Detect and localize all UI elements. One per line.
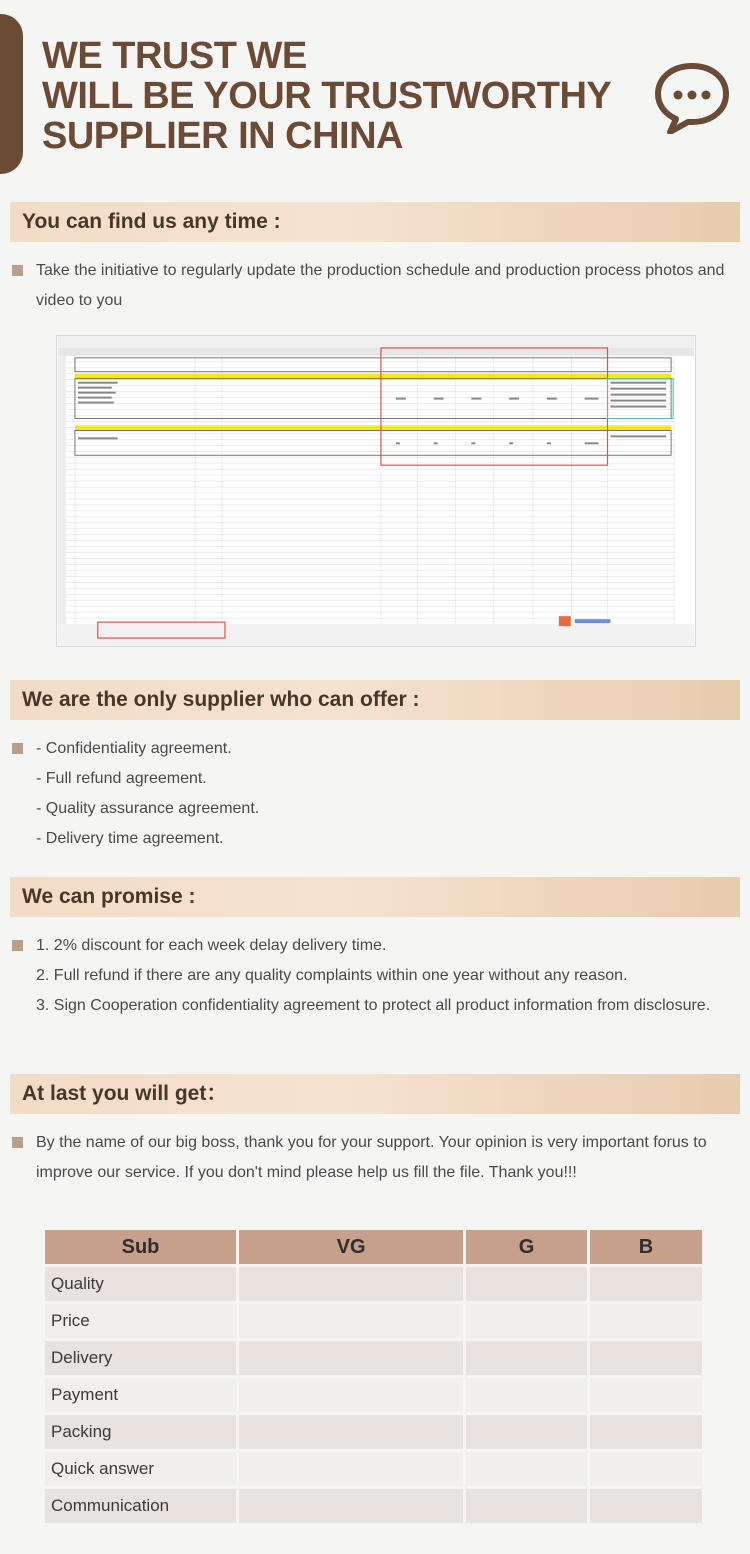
table-row [45, 1267, 702, 1301]
rating-cell-g[interactable] [466, 1415, 587, 1449]
rating-cell-vg[interactable] [239, 1415, 463, 1449]
rating-cell-g[interactable] [466, 1267, 587, 1301]
page-title [42, 36, 642, 156]
table-header-row [45, 1230, 702, 1264]
rating-cell-g[interactable] [466, 1452, 587, 1486]
section-header-find-us [10, 202, 740, 242]
row-label: Packing [45, 1415, 236, 1449]
section-line: 3. Sign Cooperation confidentiality agreement to protect all product information from disclosure. [36, 997, 711, 1014]
rating-cell-vg[interactable] [239, 1304, 463, 1338]
section-line: - Confidentiality agreement. [36, 740, 232, 757]
section-title: At last you will get： [22, 1082, 228, 1105]
section-line: By the name of our big boss, thank you for your support. Your opinion is very important forus to improve our service. If you don't mind please help us fill the file. Thank you!!! [36, 1134, 707, 1181]
title-line-3: SUPPLIER IN CHINA [42, 115, 403, 157]
rating-cell-b[interactable] [590, 1415, 702, 1449]
rating-cell-b[interactable] [590, 1452, 702, 1486]
column-header-b: B [590, 1230, 702, 1264]
section-title: We can promise : [22, 885, 196, 908]
rating-cell-b[interactable] [590, 1341, 702, 1375]
row-label: Quality [45, 1267, 236, 1301]
section-line: Take the initiative to regularly update the production schedule and production process photos and video to you [36, 262, 725, 309]
section-text [36, 1128, 731, 1188]
rating-cell-g[interactable] [466, 1489, 587, 1523]
rating-cell-vg[interactable] [239, 1341, 463, 1375]
bullet-square [12, 743, 23, 754]
column-header-sub: Sub [45, 1230, 236, 1264]
bullet-square [12, 940, 23, 951]
table-row [45, 1489, 702, 1523]
section-header-last-get [10, 1074, 740, 1114]
feedback-rating-table [42, 1227, 705, 1526]
rating-cell-vg[interactable] [239, 1489, 463, 1523]
section-title: We are the only supplier who can offer : [22, 688, 420, 711]
title-line-1: WE TRUST WE [42, 35, 307, 77]
section-line: - Delivery time agreement. [36, 830, 224, 847]
column-header-g: G [466, 1230, 587, 1264]
section-title: You can find us any time : [22, 210, 281, 233]
speech-bubble-icon [652, 62, 732, 134]
left-accent-tab [0, 14, 23, 174]
rating-cell-vg[interactable] [239, 1267, 463, 1301]
rating-cell-vg[interactable] [239, 1452, 463, 1486]
row-label: Price [45, 1304, 236, 1338]
table-row [45, 1378, 702, 1412]
section-line: - Quality assurance agreement. [36, 800, 260, 817]
row-label: Quick answer [45, 1452, 236, 1486]
section-text [36, 734, 731, 854]
section-line: - Full refund agreement. [36, 770, 207, 787]
rating-cell-b[interactable] [590, 1304, 702, 1338]
section-header-only-supplier [10, 680, 740, 720]
table-row [45, 1341, 702, 1375]
section-header-promise [10, 877, 740, 917]
table-row [45, 1415, 702, 1449]
rating-cell-b[interactable] [590, 1489, 702, 1523]
table-row [45, 1452, 702, 1486]
rating-cell-g[interactable] [466, 1378, 587, 1412]
bullet-square [12, 265, 23, 276]
section-text [36, 256, 731, 316]
rating-cell-b[interactable] [590, 1378, 702, 1412]
row-label: Delivery [45, 1341, 236, 1375]
rating-cell-b[interactable] [590, 1267, 702, 1301]
section-text [36, 931, 731, 1021]
row-label: Communication [45, 1489, 236, 1523]
table-row [45, 1304, 702, 1338]
row-label: Payment [45, 1378, 236, 1412]
rating-cell-vg[interactable] [239, 1378, 463, 1412]
production-schedule-screenshot [56, 335, 696, 647]
rating-cell-g[interactable] [466, 1304, 587, 1338]
title-line-2: WILL BE YOUR TRUSTWORTHY [42, 75, 612, 117]
column-header-vg: VG [239, 1230, 463, 1264]
bullet-square [12, 1137, 23, 1148]
rating-cell-g[interactable] [466, 1341, 587, 1375]
section-line: 1. 2% discount for each week delay delivery time. [36, 937, 387, 954]
section-line: 2. Full refund if there are any quality complaints within one year without any reason. [36, 967, 628, 984]
